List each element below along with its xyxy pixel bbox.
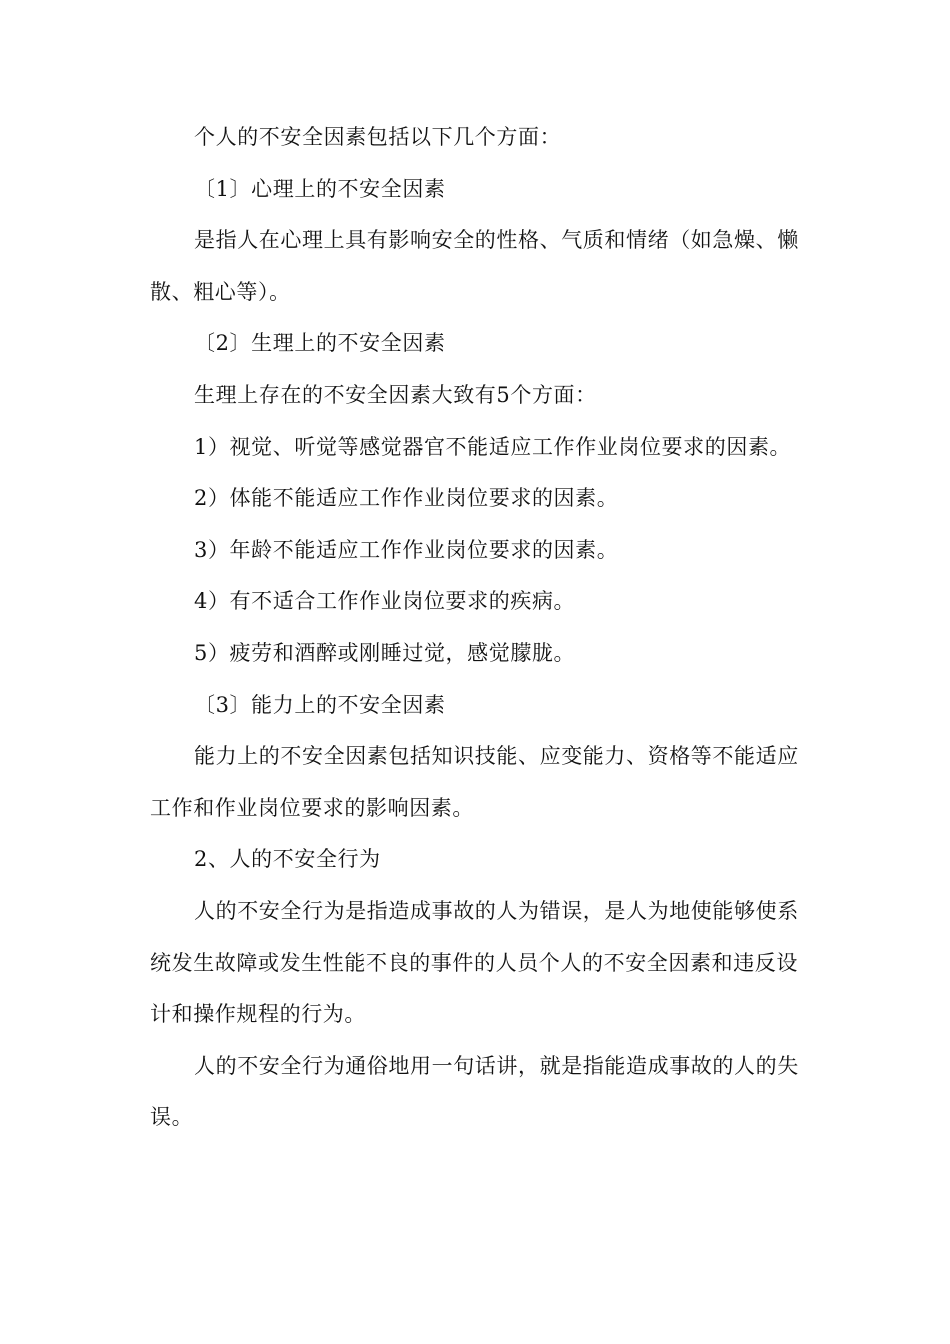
list-item-1: 1）视觉、听觉等感觉器官不能适应工作作业岗位要求的因素。 (194, 434, 792, 459)
paragraph-intro: 个人的不安全因素包括以下几个方面： (194, 125, 562, 149)
paragraph-unsafe-behavior-definition: 人的不安全行为是指造成事故的人为错误，是人为地使能够使系统发生故障或发生性能不良的事件的人员个人的不安全因素和违反设计和操作规程的行为。 (150, 898, 799, 1027)
paragraph-ability: 能力上的不安全因素包括知识技能、应变能力、资格等不能适应工作和作业岗位要求的影响因素。 (150, 744, 799, 820)
heading-physiological-factors: 〔2〕生理上的不安全因素 (194, 331, 446, 356)
list-item-3: 3）年龄不能适应工作作业岗位要求的因素。 (194, 537, 619, 562)
list-item-2: 2）体能不能适应工作作业岗位要求的因素。 (194, 486, 619, 511)
heading-ability-factors: 〔3〕能力上的不安全因素 (194, 692, 446, 717)
list-item-5: 5）疲劳和酒醉或刚睡过觉，感觉朦胧。 (194, 640, 576, 665)
document-body (150, 112, 800, 1144)
heading-unsafe-behavior: 2、人的不安全行为 (194, 847, 381, 872)
paragraph-unsafe-behavior-summary: 人的不安全行为通俗地用一句话讲，就是指能造成事故的人的失误。 (150, 1053, 799, 1130)
paragraph-physiological-intro: 生理上存在的不安全因素大致有5个方面： (194, 382, 597, 407)
list-item-4: 4）有不适合工作作业岗位要求的疾病。 (194, 589, 576, 614)
paragraph-psychological: 是指人在心理上具有影响安全的性格、气质和情绪（如急燥、懒散、粗心等）。 (150, 228, 799, 304)
heading-psychological-factors: 〔1〕心理上的不安全因素 (194, 176, 446, 201)
